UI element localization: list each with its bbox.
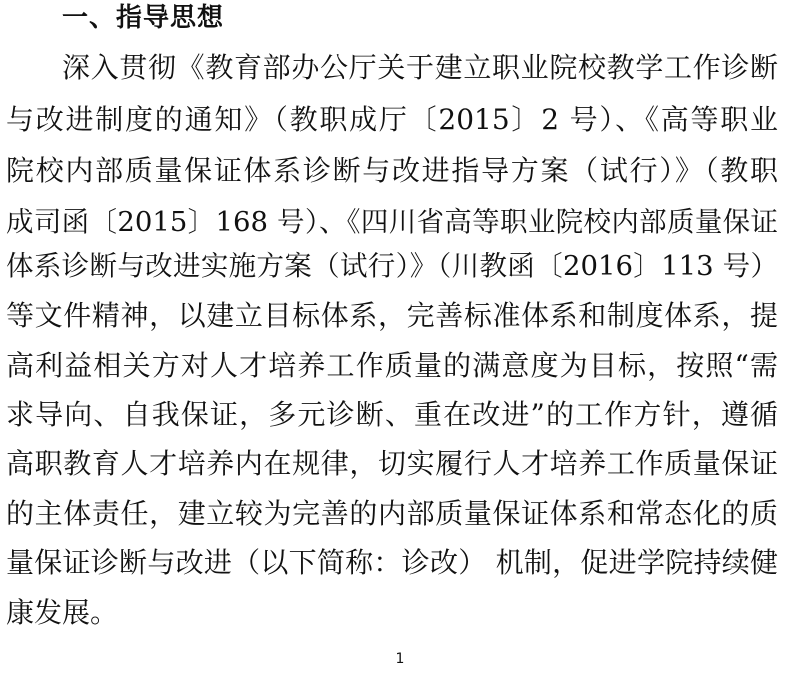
paragraph-line: 院校内部质量保证体系诊断与改进指导方案（试行）》（教职 [6, 154, 778, 187]
paragraph-line: 体系诊断与改进实施方案（试行）》（川教函〔2016〕113 号） [6, 250, 778, 282]
paragraph-line: 量保证诊断与改进（以下简称：诊改） 机制，促进学院持续健 [6, 546, 778, 579]
paragraph-line: 成司函〔2015〕168 号）、《四川省高等职业院校内部质量保证 [6, 206, 778, 238]
section-heading: 一、指导思想 [62, 3, 225, 33]
paragraph-line: 高职教育人才培养内在规律，切实履行人才培养工作质量保证 [6, 447, 778, 480]
paragraph-line: 与改进制度的通知》（教职成厅〔2015〕2 号）、《高等职业 [6, 103, 778, 136]
paragraph-line: 等文件精神，以建立目标体系，完善标准体系和制度体系，提 [6, 299, 778, 332]
paragraph-line: 求导向、自我保证，多元诊断、重在改进”的工作方针，遵循 [6, 398, 778, 431]
paragraph-line: 高利益相关方对人才培养工作质量的满意度为目标，按照“需 [6, 349, 778, 382]
paragraph-line: 的主体责任，建立较为完善的内部质量保证体系和常态化的质 [6, 497, 778, 530]
paragraph-line: 康发展。 [6, 596, 119, 629]
page-number: 1 [395, 651, 405, 667]
paragraph-line: 深入贯彻《教育部办公厅关于建立职业院校教学工作诊断 [62, 51, 778, 84]
